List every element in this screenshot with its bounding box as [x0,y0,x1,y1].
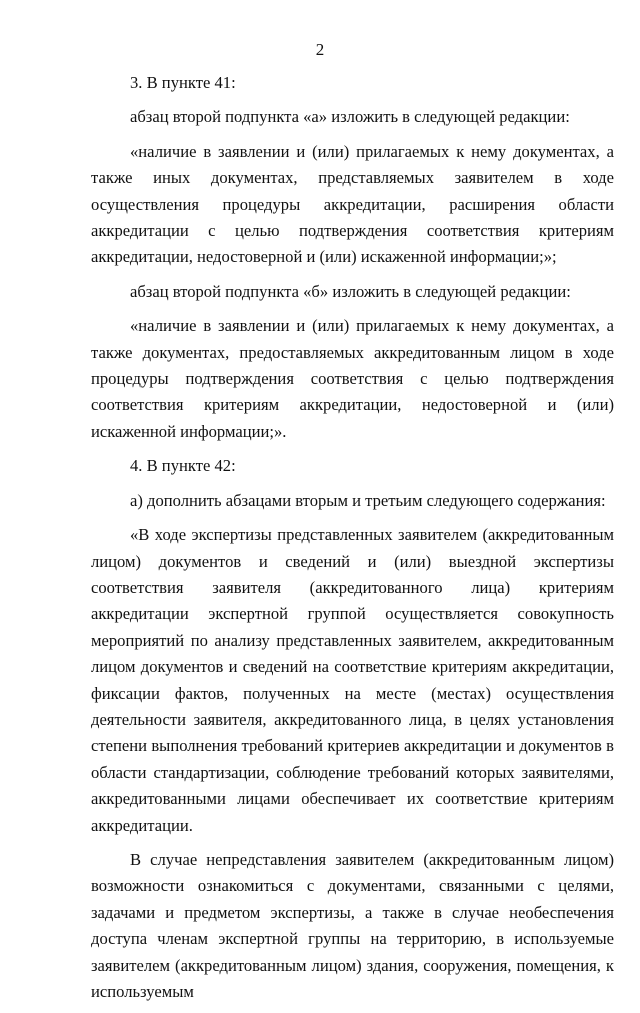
paragraph-clause-3-heading: 3. В пункте 41: [130,73,236,92]
page-number: 2 [315,40,325,59]
paragraph-subclause-a-instruction: абзац второй подпункта «а» изложить в следующей редакции: [130,107,570,127]
paragraph-expertise-text: «В ходе экспертизы представленных заявителем (аккредитованным лицом) документов и сведений и (или) выездной экспертизы соответствия заявителя (аккредитованного лица) критериям аккредитации экспертной группой осуществляется совокупность мероприятий по анализу представленных заявителем, аккредитованным лицом документов и сведений на соответствие критериям аккредитации, фиксации фактов, полученных на месте (местах) осуществления деятельности заявителя, аккредитованного лица, в целях установления степени выполнения требований критериев аккредитации и документов в области стандартизации, соблюдение требований которых заявителями, аккредитованными лицами обеспечивает их соответствие критериям аккредитации. [91,525,614,835]
paragraph-subclause-b-instruction: абзац второй подпункта «б» изложить в следующей редакции: [130,281,571,301]
paragraph-subclause-b-text: «наличие в заявлении и (или) прилагаемых к нему документах, а также документах, предоставляемых аккредитованным лицом в ходе процедуры подтверждения соответствия с целью подтверждения соответствия критериям аккредитации, недостоверной и (или) искаженной информации;». [91,316,614,441]
paragraph-subclause-a-text: «наличие в заявлении и (или) прилагаемых к нему документах, а также иных документах, представляемых заявителем в ходе осуществления процедуры аккредитации, расширения области аккредитации с целью подтверждения соответствия критериям аккредитации, недостоверной и (или) искаженной информации;»; [91,141,614,267]
paragraph-clause-4-heading: 4. В пункте 42: [130,456,236,476]
paragraph-clause-4-a-instruction: а) дополнить абзацами вторым и третьим следующего содержания: [130,490,606,510]
paragraph-non-provision-text: В случае непредставления заявителем (аккредитованным лицом) возможности ознакомиться с документами, связанными с целями, задачами и предметом экспертизы, а также в случае необеспечения доступа членам экспертной группы на территорию, в используемые заявителем (аккредитованным лицом) здания, сооружения, помещения, к используемым [91,849,614,1001]
document-body [91,70,614,1013]
